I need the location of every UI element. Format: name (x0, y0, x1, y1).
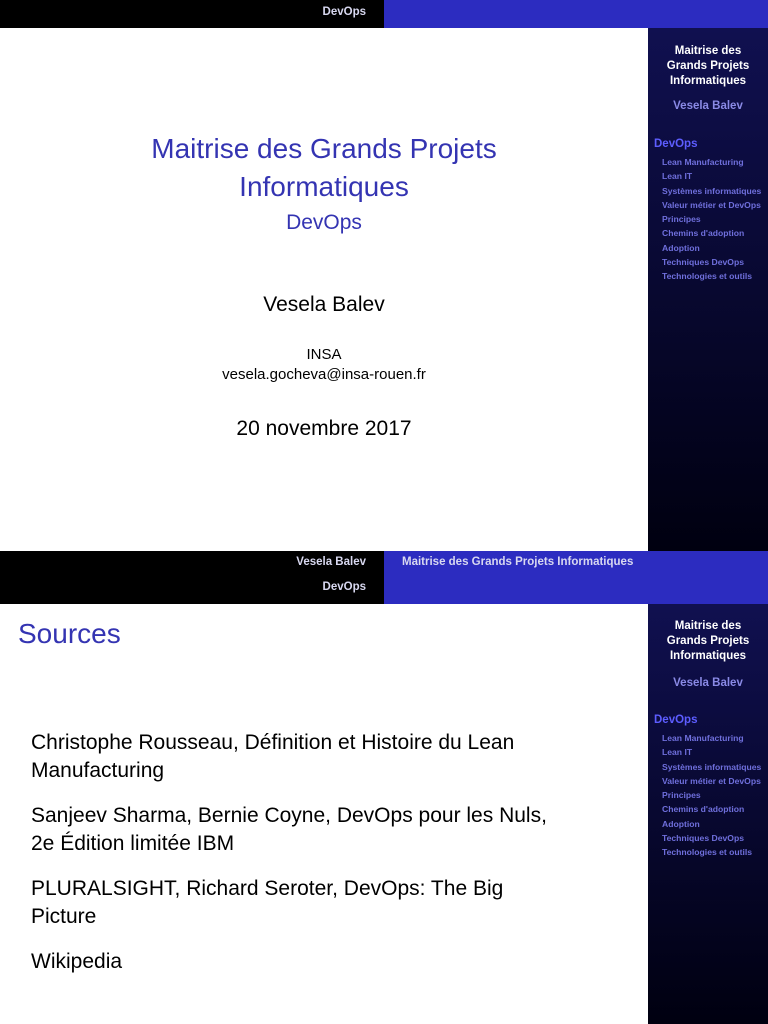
sidebar-item-systemes-informatiques[interactable]: Systèmes informatiques (662, 185, 762, 196)
top-bar-section-link[interactable]: DevOps (322, 6, 366, 18)
sidebar-item-valeur-metier[interactable]: Valeur métier et DevOps (662, 775, 761, 786)
slide-title (0, 130, 648, 206)
source-line: Picture (31, 905, 97, 928)
sidebar-item-lean-it[interactable]: Lean IT (662, 171, 693, 182)
list-item (31, 948, 631, 976)
footer-author: Vesela Balev (296, 556, 366, 568)
sidebar-title[interactable] (648, 619, 768, 664)
sidebar-navigation (648, 28, 768, 551)
sidebar-title-line-1: Maitrise des (674, 45, 742, 57)
source-line: PLURALSIGHT, Richard Seroter, DevOps: The Big (31, 877, 504, 900)
top-bar-right (384, 0, 768, 28)
sidebar-item-principes[interactable]: Principes (662, 214, 701, 225)
source-line: Christophe Rousseau, Définition et Histoire du Lean (31, 731, 515, 754)
sidebar-item-lean-manufacturing[interactable]: Lean Manufacturing (662, 733, 744, 743)
author-name: Vesela Balev (263, 293, 385, 316)
sidebar-item-adoption[interactable]: Adoption (662, 242, 700, 253)
source-line: Wikipedia (31, 950, 123, 973)
sidebar-item-adoption[interactable]: Adoption (662, 818, 700, 829)
sidebar-item-valeur-metier[interactable]: Valeur métier et DevOps (662, 199, 761, 210)
footer-title: Maitrise des Grands Projets Informatiques (402, 556, 634, 568)
slide-title-line-2: Informatiques (239, 171, 409, 202)
sidebar-item-technologies-outils[interactable]: Technologies et outils (662, 271, 753, 282)
sidebar-item-technologies-outils[interactable]: Technologies et outils (662, 847, 753, 858)
list-item (31, 802, 631, 858)
sidebar-title-line-1: Maitrise des (674, 620, 742, 632)
sidebar-title-line-3: Informatiques (669, 650, 747, 662)
sidebar-item-chemins-adoption[interactable]: Chemins d'adoption (662, 804, 745, 815)
sidebar-navigation (648, 604, 768, 1024)
sidebar-author[interactable]: Vesela Balev (673, 677, 743, 689)
sources-list (31, 729, 631, 976)
sidebar-title-line-2: Grands Projets (666, 60, 750, 72)
sidebar-subsection-list (662, 155, 761, 284)
institution: INSA (306, 346, 342, 363)
list-item (31, 729, 631, 785)
sidebar-item-principes[interactable]: Principes (662, 790, 701, 801)
frame-title: Sources (18, 618, 121, 649)
sidebar-item-lean-it[interactable]: Lean IT (662, 747, 693, 758)
sidebar-item-chemins-adoption[interactable]: Chemins d'adoption (662, 228, 745, 239)
top-bar-section-link[interactable]: DevOps (322, 581, 366, 593)
sidebar-section-devops[interactable]: DevOps (654, 714, 698, 726)
presentation-date: 20 novembre 2017 (236, 417, 412, 440)
sidebar-subsection-list (662, 731, 761, 860)
slide-subtitle: DevOps (286, 211, 362, 234)
sidebar-section-devops[interactable]: DevOps (654, 138, 698, 150)
slide-2 (0, 576, 768, 1024)
sidebar-author[interactable]: Vesela Balev (673, 100, 743, 112)
sidebar-item-techniques-devops[interactable]: Techniques DevOps (662, 833, 744, 844)
source-line: Manufacturing (31, 759, 165, 782)
sidebar-item-systemes-informatiques[interactable]: Systèmes informatiques (662, 761, 762, 772)
sidebar-title[interactable] (648, 44, 768, 89)
source-line: Sanjeev Sharma, Bernie Coyne, DevOps pour les Nuls, (31, 804, 547, 827)
slide-title-line-1: Maitrise des Grands Projets (151, 133, 497, 164)
top-bar-right (384, 576, 768, 604)
sidebar-title-line-2: Grands Projets (666, 635, 750, 647)
sidebar-title-line-3: Informatiques (669, 75, 747, 87)
author-email: vesela.gocheva@insa-rouen.fr (222, 366, 426, 383)
sidebar-item-lean-manufacturing[interactable]: Lean Manufacturing (662, 157, 744, 167)
list-item (31, 875, 631, 931)
sidebar-item-techniques-devops[interactable]: Techniques DevOps (662, 257, 744, 268)
source-line: 2e Édition limitée IBM (31, 832, 235, 855)
